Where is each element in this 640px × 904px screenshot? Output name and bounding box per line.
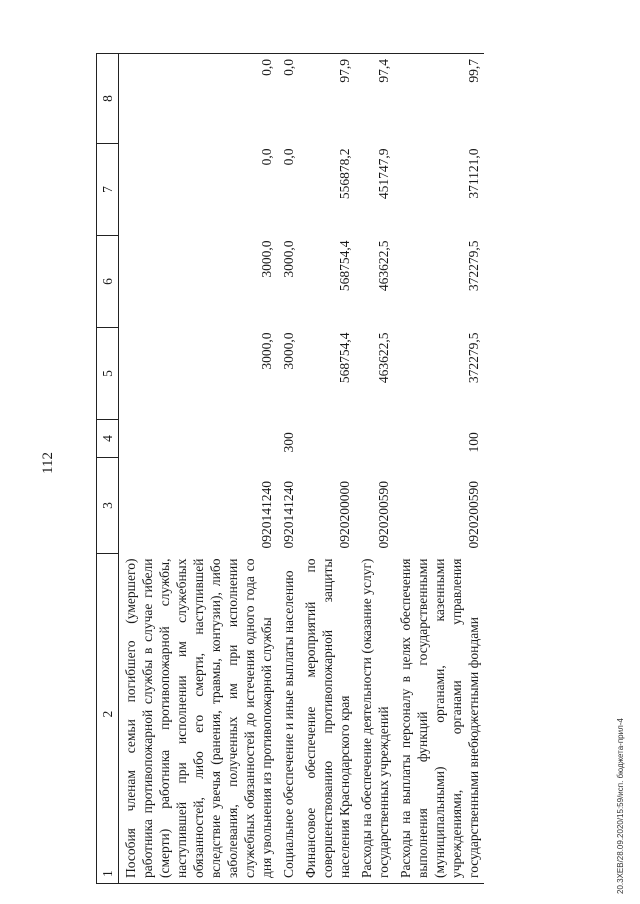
header-cell-4: 4 (97, 420, 119, 458)
row-col5: 568754,4 (337, 332, 352, 384)
header-cell-6: 6 (97, 236, 119, 328)
row-col7: 0,0 (259, 148, 274, 166)
row-vr (119, 420, 278, 458)
row-col7: 556878,2 (337, 148, 352, 200)
header-row (97, 54, 119, 884)
footer-code: 20.3XEB/28.09.2020/15:59/исп. бюджета-прил-4 (616, 718, 625, 894)
row-col6: 372279,5 (466, 240, 481, 292)
row-description: Финансовое обеспечение мероприятий по совершенствованию противопожарной защиты населения Краснодарского края (299, 554, 355, 884)
header-cell-8: 8 (97, 54, 119, 144)
table-row (277, 54, 299, 884)
row-vr: 300 (281, 432, 296, 453)
row-col7: 451747,9 (376, 148, 391, 200)
row-col6: 3000,0 (259, 240, 274, 278)
row-col5: 463622,5 (376, 332, 391, 384)
row-code: 0920200590 (466, 481, 481, 549)
row-code: 0920141240 (259, 481, 274, 549)
table-row (355, 54, 394, 884)
row-description: Расходы на обеспечение деятельности (оказание услуг) государственных учреждений (355, 554, 394, 884)
header-cell-2: 1 2 (97, 554, 119, 884)
table-row (119, 54, 278, 884)
row-col6: 463622,5 (376, 240, 391, 292)
row-col5: 3000,0 (259, 332, 274, 370)
table-row (394, 54, 484, 884)
row-col6: 568754,4 (337, 240, 352, 292)
row-code: 0920141240 (281, 481, 296, 549)
budget-table (96, 53, 484, 884)
row-description: Социальное обеспечение и иные выплаты населению (277, 554, 299, 884)
table-row (299, 54, 355, 884)
header-cell-3: 3 (97, 458, 119, 554)
row-col8: 0,0 (277, 54, 299, 144)
row-col7: 0,0 (281, 148, 296, 166)
header-cell-1: 1 (100, 870, 115, 877)
row-code: 0920200000 (337, 481, 352, 549)
row-col8: 99,7 (394, 54, 484, 144)
row-col5: 372279,5 (466, 332, 481, 384)
page-number: 112 (40, 452, 56, 474)
row-col6: 3000,0 (281, 240, 296, 278)
row-col7: 371121,0 (466, 148, 481, 199)
row-vr (299, 420, 355, 458)
row-col8: 97,4 (355, 54, 394, 144)
header-cell-7: 7 (97, 144, 119, 236)
row-vr (355, 420, 394, 458)
row-description: Расходы на выплаты персоналу в целях обеспечения выполнения функций государственными (муниципальными) органами, казенными учреждениями, органами управления государственными внебюджетными фондами (394, 554, 484, 884)
row-col8: 0,0 (119, 54, 278, 144)
row-col8: 97,9 (299, 54, 355, 144)
header-cell-5: 5 (97, 328, 119, 420)
row-col5: 3000,0 (281, 332, 296, 370)
row-code: 0920200590 (376, 481, 391, 549)
row-description: Пособия членам семьи погибшего (умершего) работника противопожарной службы в случае гибели (смерти) работника противопожарной службы, наступившей при исполнении им служебных обязанностей, либо его смерти, наступившей вследствие увечья (ранения, травмы, контузии), либо заболевания, полученных им при исполнении служебных обязанностей до истечения одного года со дня увольнения из противопожарной службы (119, 554, 278, 884)
row-vr: 100 (466, 432, 481, 453)
